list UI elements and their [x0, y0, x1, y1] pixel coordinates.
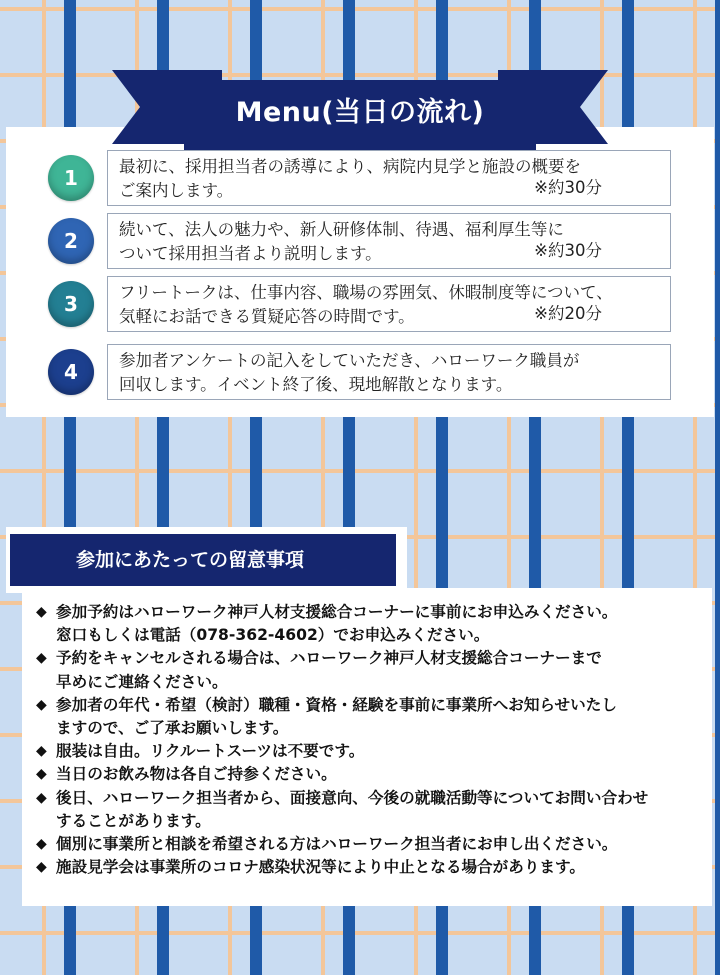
note-item	[36, 787, 712, 833]
notes-list	[36, 601, 712, 879]
step-text-line: ご案内します。	[119, 181, 234, 200]
note-item	[36, 763, 712, 786]
note-text-line: ますので、ご了承お願いします。	[56, 719, 289, 738]
note-text-line: 窓口もしくは電話（078-362-4602）でお申込みください。	[56, 626, 490, 645]
note-text-line: 参加予約はハローワーク神戸人材支援総合コーナーに事前にお申込みください。	[56, 603, 618, 621]
step-duration: ※約30分	[534, 178, 602, 197]
step-description	[107, 344, 671, 400]
step-text-line: フリートークは、仕事内容、職場の雰囲気、休暇制度等について、	[119, 283, 613, 302]
diamond-bullet-icon: ◆	[36, 789, 47, 806]
note-item	[36, 833, 712, 856]
diamond-bullet-icon: ◆	[36, 696, 47, 713]
step-number-badge: 3	[48, 281, 94, 327]
step-number-badge: 4	[48, 349, 94, 395]
menu-title: Menu(当日の流れ)	[235, 97, 485, 128]
note-item	[36, 601, 712, 647]
step-row	[0, 276, 720, 334]
step-row	[0, 344, 720, 402]
step-description	[107, 150, 671, 206]
note-text-line: 早めにご連絡ください。	[56, 672, 228, 691]
step-duration: ※約20分	[534, 304, 602, 323]
step-text-line: 続いて、法人の魅力や、新人研修体制、待遇、福利厚生等に	[119, 220, 564, 239]
note-item	[36, 694, 712, 740]
step-description	[107, 213, 671, 269]
step-duration: ※約30分	[534, 241, 602, 260]
menu-banner	[112, 62, 608, 162]
note-item	[36, 740, 712, 763]
note-item	[36, 647, 712, 693]
diamond-bullet-icon: ◆	[36, 836, 47, 853]
diamond-bullet-icon: ◆	[36, 859, 47, 876]
note-text-line: 予約をキャンセルされる場合は、ハローワーク神戸人材支援総合コーナーまで	[56, 649, 602, 668]
note-text-line: 施設見学会は事業所のコロナ感染状況等により中止となる場合があります。	[56, 858, 585, 877]
note-text-line: 当日のお飲み物は各自ご持参ください。	[56, 765, 337, 784]
diamond-bullet-icon: ◆	[36, 650, 47, 667]
diamond-bullet-icon: ◆	[36, 604, 47, 620]
note-text-line: 後日、ハローワーク担当者から、面接意向、今後の就職活動等についてお問い合わせ	[56, 788, 649, 807]
step-text-line: 参加者アンケートの記入をしていただき、ハローワーク職員が	[119, 351, 580, 370]
step-number-badge: 1	[48, 155, 94, 201]
step-row	[0, 213, 720, 271]
note-text-line: 参加者の年代・希望（検討）職種・資格・経験を事前に事業所へお知らせいたし	[56, 695, 617, 714]
notes-header: 参加にあたっての留意事項	[10, 534, 396, 586]
step-text-line: 気軽にお話できる質疑応答の時間です。	[119, 307, 415, 326]
note-text-line: することがあります。	[56, 811, 211, 830]
step-number-badge: 2	[48, 218, 94, 264]
step-text-line: ついて採用担当者より説明します。	[119, 244, 382, 263]
step-description	[107, 276, 671, 332]
step-row	[0, 150, 720, 208]
diamond-bullet-icon: ◆	[36, 766, 47, 783]
note-text-line: 服装は自由。リクルートスーツは不要です。	[56, 742, 365, 761]
note-item	[36, 856, 712, 879]
step-text-line: 最初に、採用担当者の誘導により、病院内見学と施設の概要を	[119, 157, 581, 176]
diamond-bullet-icon: ◆	[36, 743, 47, 760]
step-text-line: 回収します。イベント終了後、現地解散となります。	[119, 375, 513, 394]
note-text-line: 個別に事業所と相談を希望される方はハローワーク担当者にお申し出ください。	[56, 835, 618, 854]
